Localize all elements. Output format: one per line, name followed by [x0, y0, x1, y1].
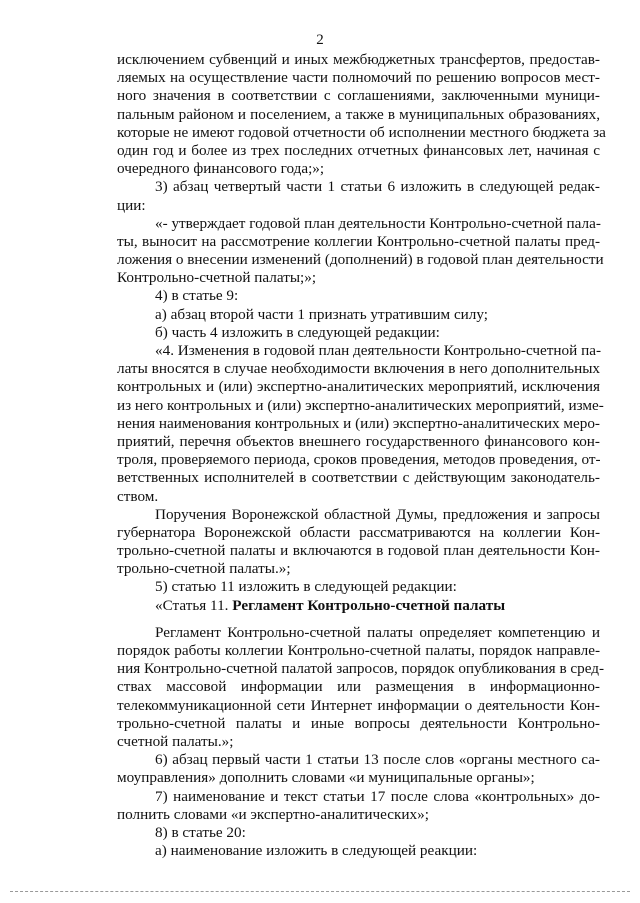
text-line: один год и более из трех последних отчетных финансовых лет, начиная с — [117, 141, 600, 159]
text-line: 4) в статье 9: — [155, 287, 239, 305]
article-title: Регламент Контрольно-счетной палаты — [232, 596, 506, 614]
text-line: а) абзац второй части 1 признать утратившим силу; — [155, 305, 489, 323]
text-line: 6) абзац первый части 1 статьи 13 после слов «органы местного са- — [155, 751, 600, 769]
text-line: ветственных исполнителей в соответствии с действующим законодатель- — [117, 469, 600, 487]
text-line: 8) в статье 20: — [155, 823, 246, 841]
text-line: 3) абзац четвертый части 1 статьи 6 изложить в следующей редак- — [155, 178, 600, 196]
text-line: латы вносятся в случае необходимости включения в него дополнительных — [117, 360, 600, 378]
document-body — [117, 51, 606, 860]
text-line: исключением субвенций и иных межбюджетных трансфертов, предостав- — [117, 51, 600, 68]
text-line: 7) наименование и текст статьи 17 после слова «контрольных» до- — [155, 787, 600, 805]
text-line: «4. Изменения в годовой план деятельности Контрольно-счетной па- — [155, 342, 601, 359]
text-line: пальным районом и поселением, а также в муниципальных образованиях, — [117, 105, 600, 123]
text-line: порядок работы коллегии Контрольно-счетной палаты, порядок направле- — [117, 642, 600, 659]
text-line: ляемых на осуществление части полномочий по решению вопросов мест- — [117, 69, 600, 87]
text-line: контрольных и (или) экспертно-аналитических мероприятий, исключения — [117, 378, 600, 396]
text-line: трольно-счетной палаты и иные вопросы деятельности Контрольно- — [117, 714, 600, 732]
text-line: «- утверждает годовой план деятельности Контрольно-счетной пала- — [155, 214, 601, 232]
text-line: приятий, перечня объектов внешнего государственного финансового кон- — [117, 432, 600, 450]
text-line: очередного финансового года;»; — [117, 160, 325, 178]
text-line: из него контрольных и (или) экспертно-аналитических мероприятий, изме- — [117, 396, 604, 414]
text-line: моуправления» дополнить словами «и муниципальные органы»; — [117, 769, 535, 787]
text-line: полнить словами «и экспертно-аналитических»; — [117, 805, 429, 823]
text-line: ствах массовой информации или размещения в информационно- — [117, 678, 600, 696]
text-line: ного значения в соответствии с соглашениями, заключенными муници- — [117, 87, 600, 105]
text-line: Контрольно-счетной палаты;»; — [117, 269, 317, 287]
scan-edge-line — [10, 891, 630, 892]
page-number: 2 — [316, 32, 324, 48]
text-line: Регламент Контрольно-счетной палаты определяет компетенцию и — [155, 623, 600, 641]
text-line: счетной палаты.»; — [117, 732, 234, 750]
text-line: Поручения Воронежской областной Думы, предложения и запросы — [155, 505, 600, 523]
text-line: 5) статью 11 изложить в следующей редакции: — [155, 578, 457, 596]
text-line — [117, 597, 600, 615]
text-line: ством. — [117, 487, 159, 505]
text-line: губернатора Воронежской области рассматриваются на коллегии Кон- — [117, 523, 600, 541]
text-line: ложения о внесении изменений (дополнений) в годовой план деятельности — [117, 251, 604, 269]
text-line: нения наименования контрольных и (или) экспертно-аналитических меро- — [117, 414, 600, 432]
text-line: троля, проверяемого периода, сроков проведения, методов проведения, от- — [117, 451, 601, 469]
text-line: ты, выносит на рассмотрение коллегии Контрольно-счетной палаты пред- — [117, 232, 600, 250]
text-line: б) часть 4 изложить в следующей редакции: — [155, 323, 440, 341]
paragraph-gap — [117, 615, 600, 624]
text-line: телекоммуникационной сети Интернет информации о деятельности Кон- — [117, 696, 600, 714]
text-line: а) наименование изложить в следующей реакции: — [155, 842, 478, 860]
text-line: ния Контрольно-счетной палатой запросов, порядок опубликования в сред- — [117, 660, 605, 678]
text-line: трольно-счетной палаты и включаются в годовой план деятельности Кон- — [117, 542, 600, 560]
text-line: трольно-счетной палаты.»; — [117, 560, 291, 578]
text-line: которые не имеют годовой отчетности об исполнении местного бюджета за — [117, 123, 606, 141]
text-line: ции: — [117, 196, 146, 214]
article-number: «Статья 11. — [155, 596, 233, 614]
